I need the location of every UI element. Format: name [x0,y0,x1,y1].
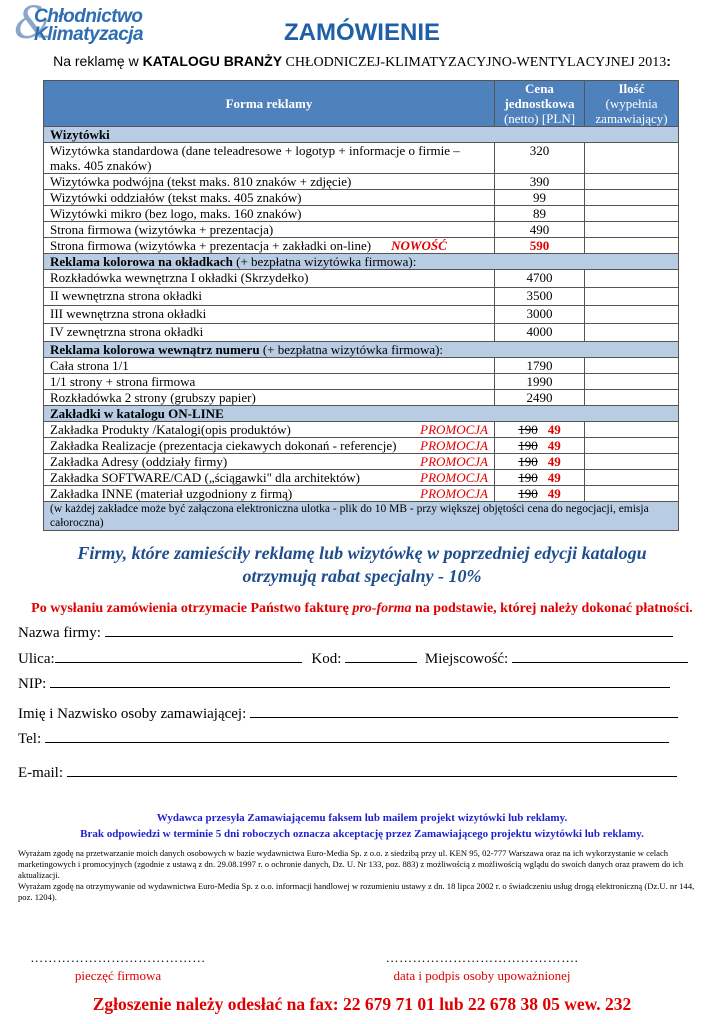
table-row: III wewnętrzna strona okładki 3000 [44,306,679,324]
table-row: Cała strona 1/1 1790 [44,358,679,374]
fax-notice: Zgłoszenie należy odesłać na fax: 22 679 71 01 lub 22 678 38 05 wew. 232 [92,994,632,1014]
promo-label: PROMOCJA [420,438,488,453]
person-field[interactable] [18,704,678,723]
logo-ampersand: & [14,0,54,49]
email-label: E-mail: [18,765,63,781]
email-field[interactable] [18,763,677,782]
nip-label: NIP: [18,676,47,692]
header-form: Forma reklamy [44,81,495,127]
quantity-cell[interactable] [585,222,679,238]
street-label: Ulica: [18,651,55,667]
section-header: Reklama kolorowa na okładkach (+ bezpłatna wizytówka firmowa): [44,254,679,270]
signature-dots: ……………………………………. [385,950,579,965]
table-row: Wizytówki mikro (bez logo, maks. 160 znaków) 89 [44,206,679,222]
new-price: 49 [547,470,561,485]
signature-label: data i podpis osoby upoważnionej [393,968,571,983]
consent-text: Wyrażam zgodę na przetwarzanie moich danych osobowych w bazie wydawnictwa Euro-Media Sp. z o.o. z siedzibą przy ul. KEN 95, 02-777 Warszawa oraz na ich wykorzystanie w celach marketingowych i promocyjnych (zgodnie z ustawą z dn. 29.08.1997 r. o ochronie danych, Dz. U. Nr 133, poz. 883) z możliwością z możliwością wglądu do swoich danych oraz prawem do ich aktualizacji. Wyrażam zgodę na otrzymywanie od wydawnictwa Euro-Media Sp. z o.o. informacji handlowej w rozumieniu ustawy z dn. 18 lipca 2002 r. o świadczeniu usług drogą elektroniczną (Dz.U. nr 144, poz. 1204). [18,848,695,902]
page-title: ZAMÓWIENIE [284,19,440,46]
new-price: 49 [547,454,561,469]
table-row: Rozkładówka wewnętrzna I okładki (Skrzydełko) 4700 [44,270,679,288]
address-field[interactable] [18,649,688,668]
table-row: 1/1 strony + strona firmowa 1990 [44,374,679,390]
table-row: Wizytówka standardowa (dane teleadresowe + logotyp + informacje o firmie – maks. 405 znaków) 320 [44,143,679,174]
old-price: 190 [518,454,538,469]
old-price: 190 [518,422,538,437]
quantity-cell[interactable] [585,306,679,324]
table-row: Strona firmowa (wizytówka + prezentacja) 490 [44,222,679,238]
section-header: Wizytówki [44,127,679,143]
quantity-cell[interactable] [585,374,679,390]
city-label: Miejscowość: [424,651,509,667]
quantity-cell[interactable] [585,174,679,190]
company-label: Nazwa firmy: [18,625,101,641]
table-row: Wizytówki oddziałów (tekst maks. 405 znaków) 99 [44,190,679,206]
stamp-dots: ………………………………… [30,950,206,965]
quantity-cell[interactable] [585,190,679,206]
new-price: 49 [547,486,561,501]
promo-label: PROMOCJA [420,422,488,437]
quantity-cell[interactable] [585,358,679,374]
header-quantity: Ilość (wypełnia zamawiający) [585,81,679,127]
table-row: PROMOCJA Zakładka Adresy (oddziały firmy) 190 49 [44,454,679,470]
nip-input-line[interactable] [50,674,670,688]
section-header: Reklama kolorowa wewnątrz numeru (+ bezpłatna wizytówka firmowa): [44,342,679,358]
city-input-line[interactable] [512,649,688,663]
proforma-notice: Po wysłaniu zamówienia otrzymacie Państwo fakturę pro-forma na podstawie, której należy dokonać płatności. [31,601,693,616]
email-input-line[interactable] [67,763,677,777]
table-row: II wewnętrzna strona okładki 3500 [44,288,679,306]
company-stamp-block [18,950,218,984]
quantity-cell[interactable] [585,470,679,486]
quantity-cell[interactable] [585,270,679,288]
table-row: PROMOCJA Zakładka Realizacje (prezentacja ciekawych dokonań - referencje) 190 49 [44,438,679,454]
tel-label: Tel: [18,731,42,747]
street-input-line[interactable] [55,649,302,663]
publisher-notice: Wydawca przesyła Zamawiającemu faksem lub mailem projekt wizytówki lub reklamy. Brak odpowiedzi w terminie 5 dni roboczych oznacza akceptację przez Zamawiającego projektu wizytówki lub reklamy. [80,812,644,840]
section-header: Zakładki w katalogu ON-LINE [44,406,679,422]
quantity-cell[interactable] [585,438,679,454]
company-field[interactable] [18,623,673,642]
table-row: Wizytówka podwójna (tekst maks. 810 znaków + zdjęcie) 390 [44,174,679,190]
quantity-cell[interactable] [585,454,679,470]
quantity-cell[interactable] [585,288,679,306]
subtitle-colon: : [666,53,671,69]
promo-label: PROMOCJA [420,454,488,469]
quantity-cell[interactable] [585,206,679,222]
old-price: 190 [518,438,538,453]
code-input-line[interactable] [345,649,417,663]
new-badge: NOWOŚĆ [391,238,447,253]
quantity-cell[interactable] [585,324,679,342]
nip-field[interactable] [18,674,670,693]
new-price: 49 [547,438,561,453]
promo-label: PROMOCJA [420,486,488,501]
quantity-cell[interactable] [585,390,679,406]
code-label: Kod: [311,651,342,667]
promo-label: PROMOCJA [420,470,488,485]
person-label: Imię i Nazwisko osoby zamawiającej: [18,706,247,722]
signature-block [372,950,592,984]
logo-line-1: Chłodnictwo [34,6,143,27]
discount-notice: Firmy, które zamieściły reklamę lub wizytówkę w poprzedniej edycji katalogu otrzymują rabat specjalny - 10% [77,543,647,586]
person-input-line[interactable] [250,704,678,718]
subtitle-part-3: CHŁODNICZEJ-KLIMATYZACYJNO-WENTYLACYJNEJ 2013 [282,55,667,70]
old-price: 190 [518,470,538,485]
table-note: (w każdej zakładce może być załączona elektroniczna ulotka - plik do 10 MB - przy większej objętości cena do negocjacji, emisja całoroczna) [44,502,679,531]
tel-input-line[interactable] [45,729,669,743]
company-input-line[interactable] [105,623,673,637]
table-row: PROMOCJA Zakładka Produkty /Katalogi(opis produktów) 190 49 [44,422,679,438]
logo-line-2: Klimatyzacja [34,24,144,45]
old-price: 190 [518,486,538,501]
subtitle-part-1: Na reklamę w [53,53,143,69]
quantity-cell[interactable] [585,143,679,174]
table-row: PROMOCJA Zakładka SOFTWARE/CAD („ściągawki" dla architektów) 190 49 [44,470,679,486]
subtitle [0,53,724,71]
table-row: PROMOCJA Zakładka INNE (materiał uzgodniony z firmą) 190 49 [44,486,679,502]
table-row: Strona firmowa (wizytówka + prezentacja + zakładki on-line) NOWOŚĆ 590 [44,238,679,254]
price-table [43,80,679,531]
header-price: Cena jednostkowa (netto) [PLN] [495,81,585,127]
subtitle-part-2: KATALOGU BRANŻY [142,53,283,69]
table-row: IV zewnętrzna strona okładki 4000 [44,324,679,342]
stamp-label: pieczęć firmowa [74,968,162,983]
quantity-cell[interactable] [585,238,679,254]
tel-field[interactable] [18,729,669,748]
new-price: 49 [547,422,561,437]
quantity-cell[interactable] [585,422,679,438]
quantity-cell[interactable] [585,486,679,502]
table-row: Rozkładówka 2 strony (grubszy papier) 2490 [44,390,679,406]
